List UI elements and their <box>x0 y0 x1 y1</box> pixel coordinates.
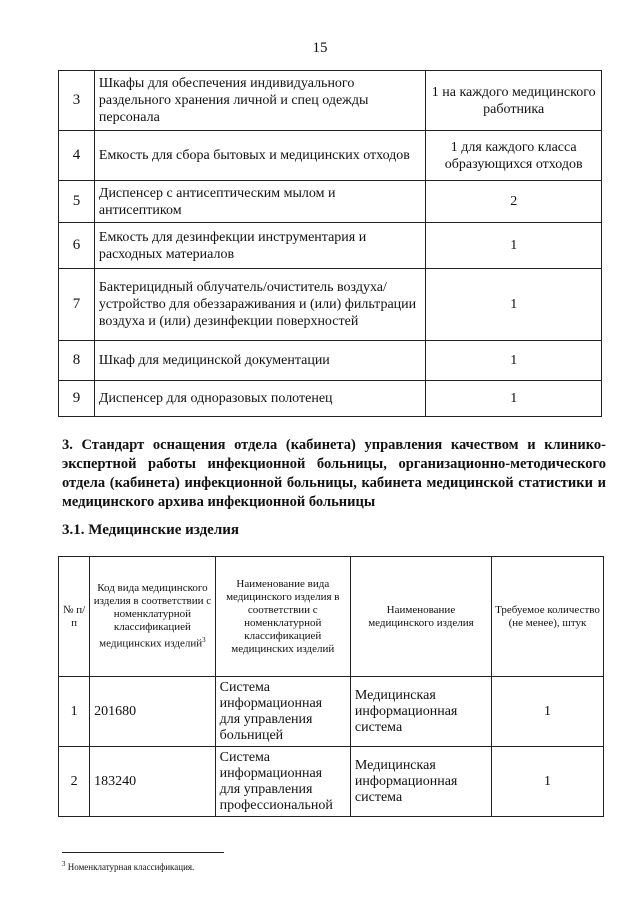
item-name: Емкость для сбора бытовых и медицинских отходов <box>94 131 426 181</box>
table-row <box>59 341 602 381</box>
footnote-divider <box>62 852 224 853</box>
table-row <box>59 747 604 817</box>
item-quantity: 1 для каждого класса образующихся отходов <box>426 131 602 181</box>
table-row <box>59 71 602 131</box>
row-number: 7 <box>59 269 95 341</box>
header-number: № п/п <box>59 557 90 677</box>
header-code-text: Код вида медицинского изделия в соответствии с номенклатурной классификацией медицинских изделий <box>93 582 212 650</box>
table-row <box>59 131 602 181</box>
row-number: 1 <box>59 677 90 747</box>
device-code: 183240 <box>90 747 216 817</box>
row-number: 2 <box>59 747 90 817</box>
row-number: 8 <box>59 341 95 381</box>
item-quantity: 1 <box>426 223 602 269</box>
item-name: Диспенсер для одноразовых полотенец <box>94 381 426 417</box>
header-quantity: Требуемое количество (не менее), штук <box>491 557 603 677</box>
row-number: 6 <box>59 223 95 269</box>
row-number: 9 <box>59 381 95 417</box>
table-row <box>59 223 602 269</box>
device-name: Медицинская информационная система <box>350 747 491 817</box>
subsection-heading: 3.1. Медицинские изделия <box>62 522 239 538</box>
footnote-marker: 3 <box>62 860 66 868</box>
table-row <box>59 381 602 417</box>
row-number: 5 <box>59 181 95 223</box>
item-name: Диспенсер с антисептическим мылом и антисептиком <box>94 181 426 223</box>
item-quantity: 1 <box>426 269 602 341</box>
header-name: Наименование медицинского изделия <box>350 557 491 677</box>
device-kind: Система информационная для управления профессиональной <box>215 747 350 817</box>
table-row <box>59 677 604 747</box>
footnote <box>62 860 194 872</box>
section-heading: 3. Стандарт оснащения отдела (кабинета) управления качеством и клинико-экспертной работы инфекционной больницы, организационно-методического отдела (кабинета) инфекционной больницы, кабинета медицинской статистики и медицинского архива инфекционной больницы <box>62 437 606 510</box>
device-kind: Система информационная для управления больницей <box>215 677 350 747</box>
item-name: Шкафы для обеспечения индивидуального раздельного хранения личной и спец одежды персонала <box>94 71 426 131</box>
header-kind: Наименование вида медицинского изделия в соответствии с номенклатурной классификацией медицинских изделий <box>215 557 350 677</box>
table-header-row <box>59 557 604 677</box>
header-code <box>90 557 216 677</box>
device-quantity: 1 <box>491 747 603 817</box>
device-name: Медицинская информационная система <box>350 677 491 747</box>
row-number: 3 <box>59 71 95 131</box>
item-quantity: 1 <box>426 341 602 381</box>
medical-devices-table <box>58 556 604 817</box>
equipment-table-continued <box>58 70 602 417</box>
table-row <box>59 269 602 341</box>
item-name: Бактерицидный облучатель/очиститель воздуха/устройство для обеззараживания и (или) фильтрации воздуха и (или) дезинфекции поверхностей <box>94 269 426 341</box>
item-quantity: 1 на каждого медицинского работника <box>426 71 602 131</box>
item-quantity: 2 <box>426 181 602 223</box>
item-quantity: 1 <box>426 381 602 417</box>
item-name: Шкаф для медицинской документации <box>94 341 426 381</box>
device-quantity: 1 <box>491 677 603 747</box>
footnote-ref: 3 <box>202 636 206 645</box>
table-row <box>59 181 602 223</box>
device-code: 201680 <box>90 677 216 747</box>
page-number: 15 <box>312 40 328 56</box>
item-name: Емкость для дезинфекции инструментария и расходных материалов <box>94 223 426 269</box>
footnote-text: Номенклатурная классификация. <box>67 862 195 872</box>
row-number: 4 <box>59 131 95 181</box>
